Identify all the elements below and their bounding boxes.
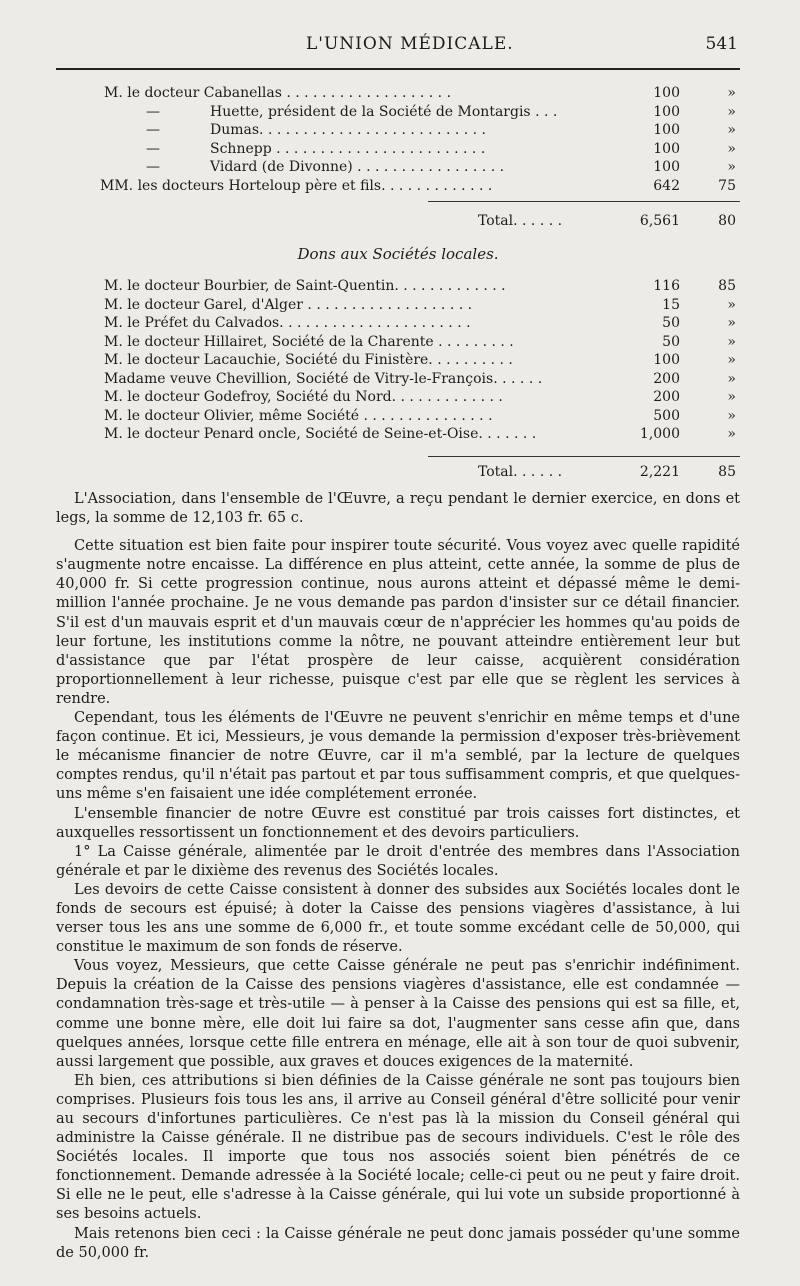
page-header — [56, 34, 740, 58]
section-title: Dons aux Sociétés locales. — [297, 245, 499, 263]
ditto-dash: — — [146, 159, 160, 175]
donor-name: M. le docteur Garel, d'Alger . . . . . . . . . . . . . . . . . . . — [104, 296, 473, 313]
donor-name: M. le Préfet du Calvados. . . . . . . . . . . . . . . . . . . . . . — [104, 315, 471, 331]
donor-name: M. le docteur Penard oncle, Société de Seine-et-Oise. . . . . . . — [104, 426, 537, 442]
total-cents: 80 — [718, 213, 736, 229]
donor-name: M. le docteur Cabanellas . . . . . . . . . . . . . . . . . . . — [104, 85, 452, 101]
donor-row — [56, 388, 740, 407]
donor-name: M. le docteur Hillairet, Société de la Charente . . . . . . . . . — [104, 333, 514, 350]
total-line — [56, 462, 740, 482]
amount-cents: » — [727, 103, 736, 120]
amount-cents: » — [727, 426, 736, 442]
donor-row — [56, 425, 740, 444]
header-rule — [56, 68, 740, 70]
donor-name: Schnepp . . . . . . . . . . . . . . . . . . . . . . . . — [210, 140, 486, 157]
amount-cents: » — [727, 140, 736, 157]
donor-row — [56, 277, 740, 296]
paragraph: Les devoirs de cette Caisse consistent à donner des subsides aux Sociétés locales dont le fonds de secours est épuisé; à doter la Caisse des pensions viagères d'assistance, à lui verser tous les ans une somme de 6,000 fr., et toute somme excédant celle de 50,000, qui constitue le maximum de son fonds de réserve. — [56, 881, 740, 956]
amount-francs: 200 — [653, 389, 680, 405]
paragraph: Mais retenons bien ceci : la Caisse générale ne peut donc jamais posséder qu'une somme de 50,000 fr. — [56, 1225, 740, 1261]
amount-francs: 50 — [662, 315, 680, 331]
donor-name: M. le docteur Olivier, même Société . . . . . . . . . . . . . . . — [104, 407, 493, 424]
amount-francs: 100 — [653, 159, 680, 175]
amount-cents: » — [727, 407, 736, 424]
amount-cents: » — [727, 159, 736, 175]
donor-row — [56, 314, 740, 333]
donor-row — [56, 296, 740, 315]
donor-row — [56, 140, 740, 159]
ditto-dash: — — [146, 122, 160, 138]
donor-row — [56, 333, 740, 352]
amount-francs: 50 — [662, 333, 680, 350]
donor-name: M. le docteur Lacauchie, Société du Finistère. . . . . . . . . . — [104, 352, 513, 368]
donor-row — [56, 158, 740, 177]
paragraph: Vous voyez, Messieurs, que cette Caisse générale ne peut pas s'enrichir indéfiniment. Depuis la création de la Caisse des pensions viagères d'assistance, elle est condamnée — condamnation très-sage et très-utile — à penser à la Caisse des pensions qui est sa fille, et, comme une bonne mère, elle doit lui faire sa dot, l'augmenter sans cesse afin que, dans quelques années, lorsque cette fille entrera en ménage, elle ait à son tour de quoi subvenir, aussi largement que possible, aux graves et douces exigences de la maternité. — [56, 958, 740, 1070]
ditto-dash: — — [146, 103, 160, 120]
amount-francs: 200 — [653, 370, 680, 387]
amount-francs: 642 — [653, 177, 680, 194]
paragraph: Cependant, tous les éléments de l'Œuvre ne peuvent s'enrichir en même temps et d'une façon continue. Et ici, Messieurs, je vous demande la permission d'exposer très-brièvement le mécanisme financier de notre Œuvre, car il m'a semblé, par la lecture de quelques comptes rendus, qu'il n'était pas partout et par tous suffisamment compris, et que quelques-uns même s'en faisaient une idée complétement erronée. — [56, 710, 740, 803]
amount-cents: » — [727, 315, 736, 331]
paragraph: L'Association, dans l'ensemble de l'Œuvre, a reçu pendant le dernier exercice, en dons et legs, la somme de 12,103 fr. 65 c. — [56, 491, 740, 527]
total-francs: 2,221 — [639, 464, 680, 480]
donor-list — [56, 84, 740, 195]
total-francs: 6,561 — [639, 213, 680, 229]
amount-cents: » — [727, 85, 736, 101]
amount-cents: » — [727, 122, 736, 138]
amount-francs: 100 — [653, 103, 680, 120]
donor-row — [56, 407, 740, 426]
sum-rule — [428, 456, 740, 457]
amount-cents: » — [727, 352, 736, 368]
donor-row — [56, 370, 740, 389]
local-donations-list — [56, 277, 740, 444]
donor-name: Vidard (de Divonne) . . . . . . . . . . . . . . . . . — [210, 159, 505, 175]
ditto-dash: — — [146, 140, 160, 157]
total-cents: 85 — [718, 464, 736, 480]
donor-row — [56, 351, 740, 370]
page-number: 541 — [705, 34, 738, 54]
donor-name: M. le docteur Godefroy, Société du Nord. . . . . . . . . . . . . — [104, 389, 503, 405]
amount-cents: » — [727, 296, 736, 313]
sum-rule — [428, 201, 740, 202]
total-line — [56, 211, 740, 231]
paragraph: Cette situation est bien faite pour inspirer toute sécurité. Vous voyez avec quelle rapidité s'augmente notre encaisse. La différence en plus atteint, cette année, la somme de plus de 40,000 fr. Si cette progression continue, nous aurons atteint et dépassé même le demi-million l'année prochaine. Je ne vous demande pas pardon d'insister sur ce détail financier. S'il est d'un mauvais esprit et d'un mauvais cœur de n'apprécier les hommes qu'au poids de leur fortune, les institutions comme la nôtre, ne pouvant atteindre entièrement leur but d'assistance que par l'état prospère de leur caisse, acquièrent considération proportionnellement à leur richesse, puisque c'est par elle que se règlent les services à rendre. — [56, 538, 740, 707]
amount-francs: 100 — [653, 352, 680, 368]
paragraph: L'ensemble financier de notre Œuvre est constitué par trois caisses fort distinctes, et auxquelles ressortissent un fonctionnement et des devoirs particuliers. — [56, 805, 740, 841]
amount-cents: 85 — [718, 278, 736, 294]
body-text — [56, 490, 740, 1263]
amount-francs: 15 — [662, 296, 680, 313]
amount-cents: » — [727, 389, 736, 405]
amount-francs: 500 — [653, 407, 680, 424]
donor-row — [56, 84, 740, 103]
amount-francs: 100 — [653, 85, 680, 101]
amount-cents: » — [727, 370, 736, 387]
total-label: Total. . . . . . — [478, 464, 563, 480]
amount-cents: » — [727, 333, 736, 350]
donor-name: MM. les docteurs Horteloup père et fils. . . . . . . . . . . . . — [100, 177, 493, 194]
donor-name: Madame veuve Chevillion, Société de Vitry-le-François. . . . . . — [104, 370, 543, 387]
amount-francs: 1,000 — [639, 426, 680, 442]
amount-francs: 100 — [653, 140, 680, 157]
total-label: Total. . . . . . — [478, 213, 563, 229]
donor-row — [56, 121, 740, 140]
amount-cents: 75 — [718, 177, 736, 194]
amount-francs: 116 — [653, 278, 680, 294]
donor-row — [56, 177, 740, 196]
donor-name: M. le docteur Bourbier, de Saint-Quentin. . . . . . . . . . . . . — [104, 278, 506, 294]
running-title: L'UNION MÉDICALE. — [306, 34, 514, 54]
paragraph: 1° La Caisse générale, alimentée par le droit d'entrée des membres dans l'Association générale et par le dixième des revenus des Sociétés locales. — [56, 843, 740, 879]
donor-name: Dumas. . . . . . . . . . . . . . . . . . . . . . . . . . — [210, 122, 487, 138]
paragraph: Eh bien, ces attributions si bien définies de la Caisse générale ne sont pas toujours bien comprises. Plusieurs fois tous les ans, il arrive au Conseil général d'être sollicité pour venir au secours d'infortunes particulières. Ce n'est pas là la mission du Conseil général qui administre la Caisse générale. Il ne distribue pas de secours individuels. C'est le rôle des Sociétés locales. Il importe que tous nos associés soient bien pénétrés de ce fonctionnement. Demande adressée à la Société locale; celle-ci peut ou ne peut y faire droit. Si elle ne le peut, elle s'adresse à la Caisse générale, qui lui vote un subside proportionné à ses besoins actuels. — [56, 1072, 740, 1223]
amount-francs: 100 — [653, 122, 680, 138]
donor-row — [56, 103, 740, 122]
donor-name: Huette, président de la Société de Montargis . . . — [210, 103, 558, 120]
